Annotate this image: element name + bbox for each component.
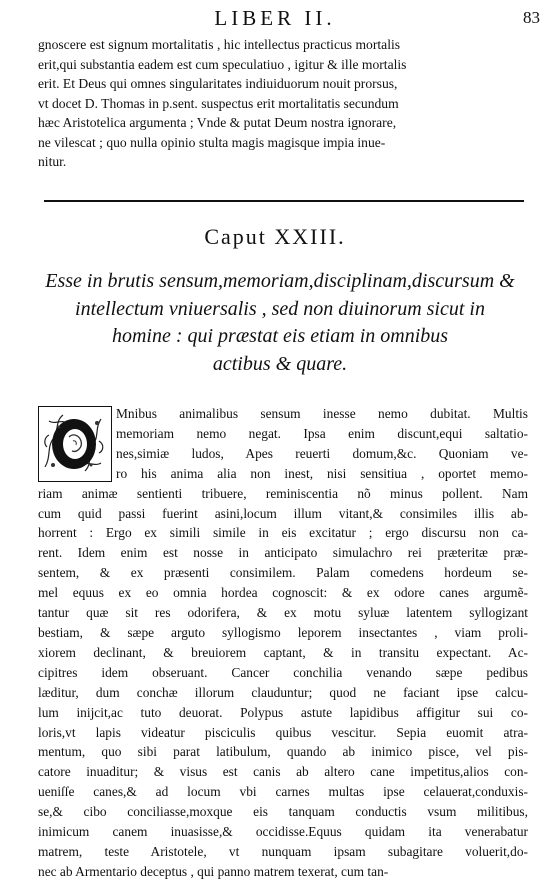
chapter-summary <box>40 268 520 378</box>
text-line: loris,vt lapis videatur pisciculis quibus vescitur. Sepia euomit atra- <box>38 724 528 740</box>
text-line: riam animæ sentienti tribuere, reminiscentia nõ minus pollent. Nam <box>38 485 528 501</box>
text-line: rent. Idem enim est nosse in anticipato simulachro rei præteritæ præ- <box>38 545 528 561</box>
text-line: erit,qui substantia eadem est cum speculatiuo , igitur & ille mortalis <box>38 56 407 72</box>
text-line: mel equus ex eo omnia hordea cognoscit: & ex odore canes argumẽ- <box>38 585 528 601</box>
text-line: ne vilescat ; quo nulla opinio stulta magis magisque impia inue- <box>38 134 386 150</box>
text-line: nec ab Armentario deceptus , qui panno matrem texerat, cum tan- <box>38 863 389 879</box>
text-line: matrem, teste Aristotele, vt nunquam ipsam subagitare voluerit,do- <box>38 843 528 859</box>
text-line: erit. Et Deus qui omnes singularitates indiuiduorum nouit prorsus, <box>38 76 398 91</box>
summary-line: intellectum vniuersalis , sed non diuinorum sicut in <box>75 297 485 320</box>
chapter-heading: Caput XXIII. <box>204 224 346 249</box>
text-line: tantur quæ sit res odorifera, & ex motu syluæ latentem syllogizant <box>38 605 528 621</box>
running-head <box>0 6 550 30</box>
text-line: nes,simiæ ludos, Apes reuerti domum,&c. Quoniam ve- <box>116 445 528 461</box>
previous-chapter-text <box>38 35 528 172</box>
summary-line: Esse in brutis sensum,memoriam,disciplinam,discursum & <box>45 270 515 292</box>
text-line: vt docet D. Thomas in p.sent. suspectus erit mortalitatis secundum <box>38 95 399 111</box>
text-line: ro his anima alia non inest, nisi sensitiua , oportet memo- <box>116 465 528 481</box>
text-line: Mnibus animalibus sensum inesse nemo dubitat. Multis <box>116 406 528 421</box>
text-line: se,& cibo conciliasse,moxque eis tanquam conductis vsum militibus, <box>38 804 528 820</box>
text-line: gnoscere est signum mortalitatis , hic intellectus practicus mortalis <box>38 37 401 52</box>
ornamental-initial-icon <box>38 406 112 482</box>
section-divider <box>44 200 524 202</box>
text-line: hæc Aristotelica argumenta ; Vnde & putat Deum nostra ignorare, <box>38 115 397 130</box>
running-title: LIBER II. <box>214 6 336 30</box>
text-line: mentum, quo sibi parat latibulum, quando ab inimico pisce, vel pis- <box>38 744 528 760</box>
text-line: memoriam nemo negat. Ipsa enim discunt,equi saltatio- <box>116 425 528 441</box>
text-line: læditur, dum conchæ illorum clauduntur; quod ne faciant ipse calcu- <box>38 684 528 700</box>
initial-o-icon <box>39 407 110 480</box>
text-line: cipitres idem obseruant. Cancer conchilia venando sæpe pedibus <box>38 664 528 680</box>
text-line: catore inuaditur; & visus est canis ab altero cane impetitus,alios con- <box>38 764 528 780</box>
summary-line: homine : qui præstat eis etiam in omnibus <box>111 325 449 347</box>
summary-line: actibus & quare. <box>212 352 348 375</box>
text-line: horrent : Ergo ex simili simile in eis excitatur ; ergo discursu non ca- <box>38 525 528 541</box>
text-line: xiorem declinant, & breuiorem captant, & in transitu expectant. Ac- <box>38 644 528 660</box>
text-line: inimicum canem inuasisse,& occidisse.Equus quidam ita venerabatur <box>38 824 528 840</box>
page-number: 83 <box>523 8 540 27</box>
text-line: sentem, & ex præsenti consimilem. Palam comedens hordeum se- <box>38 565 528 581</box>
text-line: ueniſſe canes,& ad locum vbi carnes multas ipse celauerat,conduxis- <box>38 784 528 800</box>
text-line: lum inijcit,ac tuto deuorat. Polypus astute lapidibus affigitur sui co- <box>38 704 528 720</box>
text-line: nitur. <box>38 154 67 169</box>
text-line: bestiam, & sæpe arguto syllogismo leporem insectantes , viam proli- <box>38 624 528 640</box>
text-line: cum quid passi fuerint asini,locum illum vitant,& consimiles illis ab- <box>38 505 528 521</box>
